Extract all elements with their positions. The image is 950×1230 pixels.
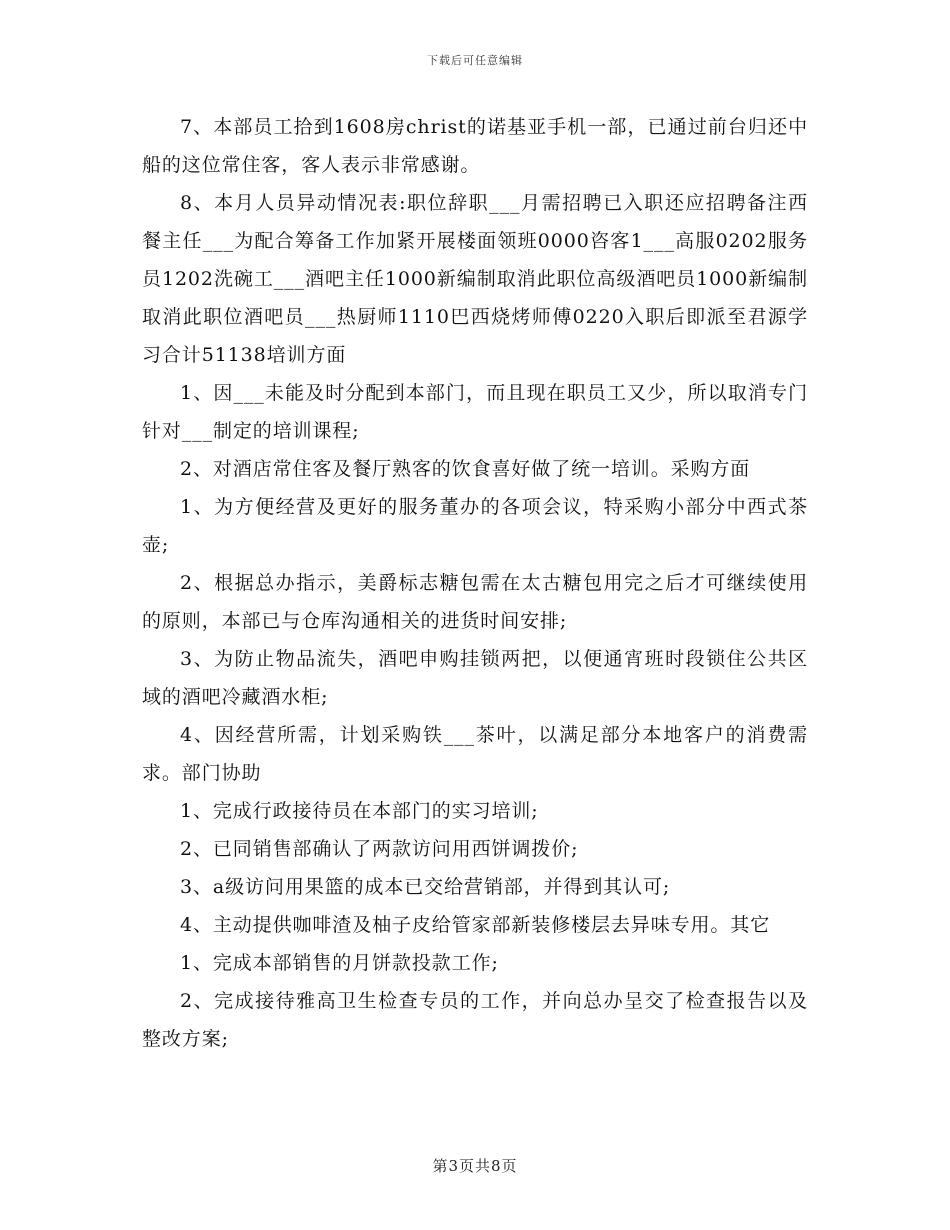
paragraph: 1、完成本部销售的月饼款投款工作; bbox=[180, 952, 499, 974]
paragraph: 2、根据总办指示，美爵标志糖包需在太古糖包用完之后才可继续使用的原则，本部已与仓库沟通相关的进货时间安排; bbox=[142, 572, 808, 632]
paragraph: 3、为防止物品流失，酒吧申购挂锁两把，以便通宵班时段锁住公共区域的酒吧冷藏酒水柜; bbox=[142, 648, 808, 708]
paragraph: 4、因经营所需，计划采购铁___茶叶，以满足部分本地客户的消费需求。部门协助 bbox=[142, 724, 808, 784]
paragraph: 1、为方便经营及更好的服务董办的各项会议，特采购小部分中西式茶壶; bbox=[142, 496, 808, 556]
paragraph: 1、因___未能及时分配到本部门，而且现在职员工又少，所以取消专门针对___制定的培训课程; bbox=[142, 382, 808, 442]
paragraph: 7、本部员工拾到1608房christ的诺基亚手机一部，已通过前台归还中船的这位常住客，客人表示非常感谢。 bbox=[142, 116, 808, 176]
paragraph: 2、已同销售部确认了两款访问用西饼调拨价; bbox=[180, 838, 579, 860]
page-header: 下载后可任意编辑 bbox=[427, 54, 523, 67]
document-body bbox=[142, 108, 808, 1058]
page-number: 第3页共8页 bbox=[432, 1157, 518, 1175]
paragraph: 2、完成接待雅高卫生检查专员的工作，并向总办呈交了检查报告以及整改方案; bbox=[142, 990, 808, 1050]
paragraph: 1、完成行政接待员在本部门的实习培训; bbox=[180, 800, 539, 822]
paragraph: 3、a级访问用果篮的成本已交给营销部，并得到其认可; bbox=[180, 876, 671, 898]
paragraph: 8、本月人员异动情况表:职位辞职___月需招聘已入职还应招聘备注西餐主任___为配合筹备工作加紧开展楼面领班0000咨客1___高服0202服务员1202洗碗工___酒吧主任1000新编制取消此职位高级酒吧员1000新编制取消此职位酒吧员___热厨师1110巴西烧烤师傅0220入职后即派至君源学习合计51138培训方面 bbox=[142, 192, 808, 366]
paragraph: 2、对酒店常住客及餐厅熟客的饮食喜好做了统一培训。采购方面 bbox=[180, 458, 751, 480]
paragraph: 4、主动提供咖啡渣及柚子皮给管家部新装修楼层去异味专用。其它 bbox=[180, 914, 771, 936]
